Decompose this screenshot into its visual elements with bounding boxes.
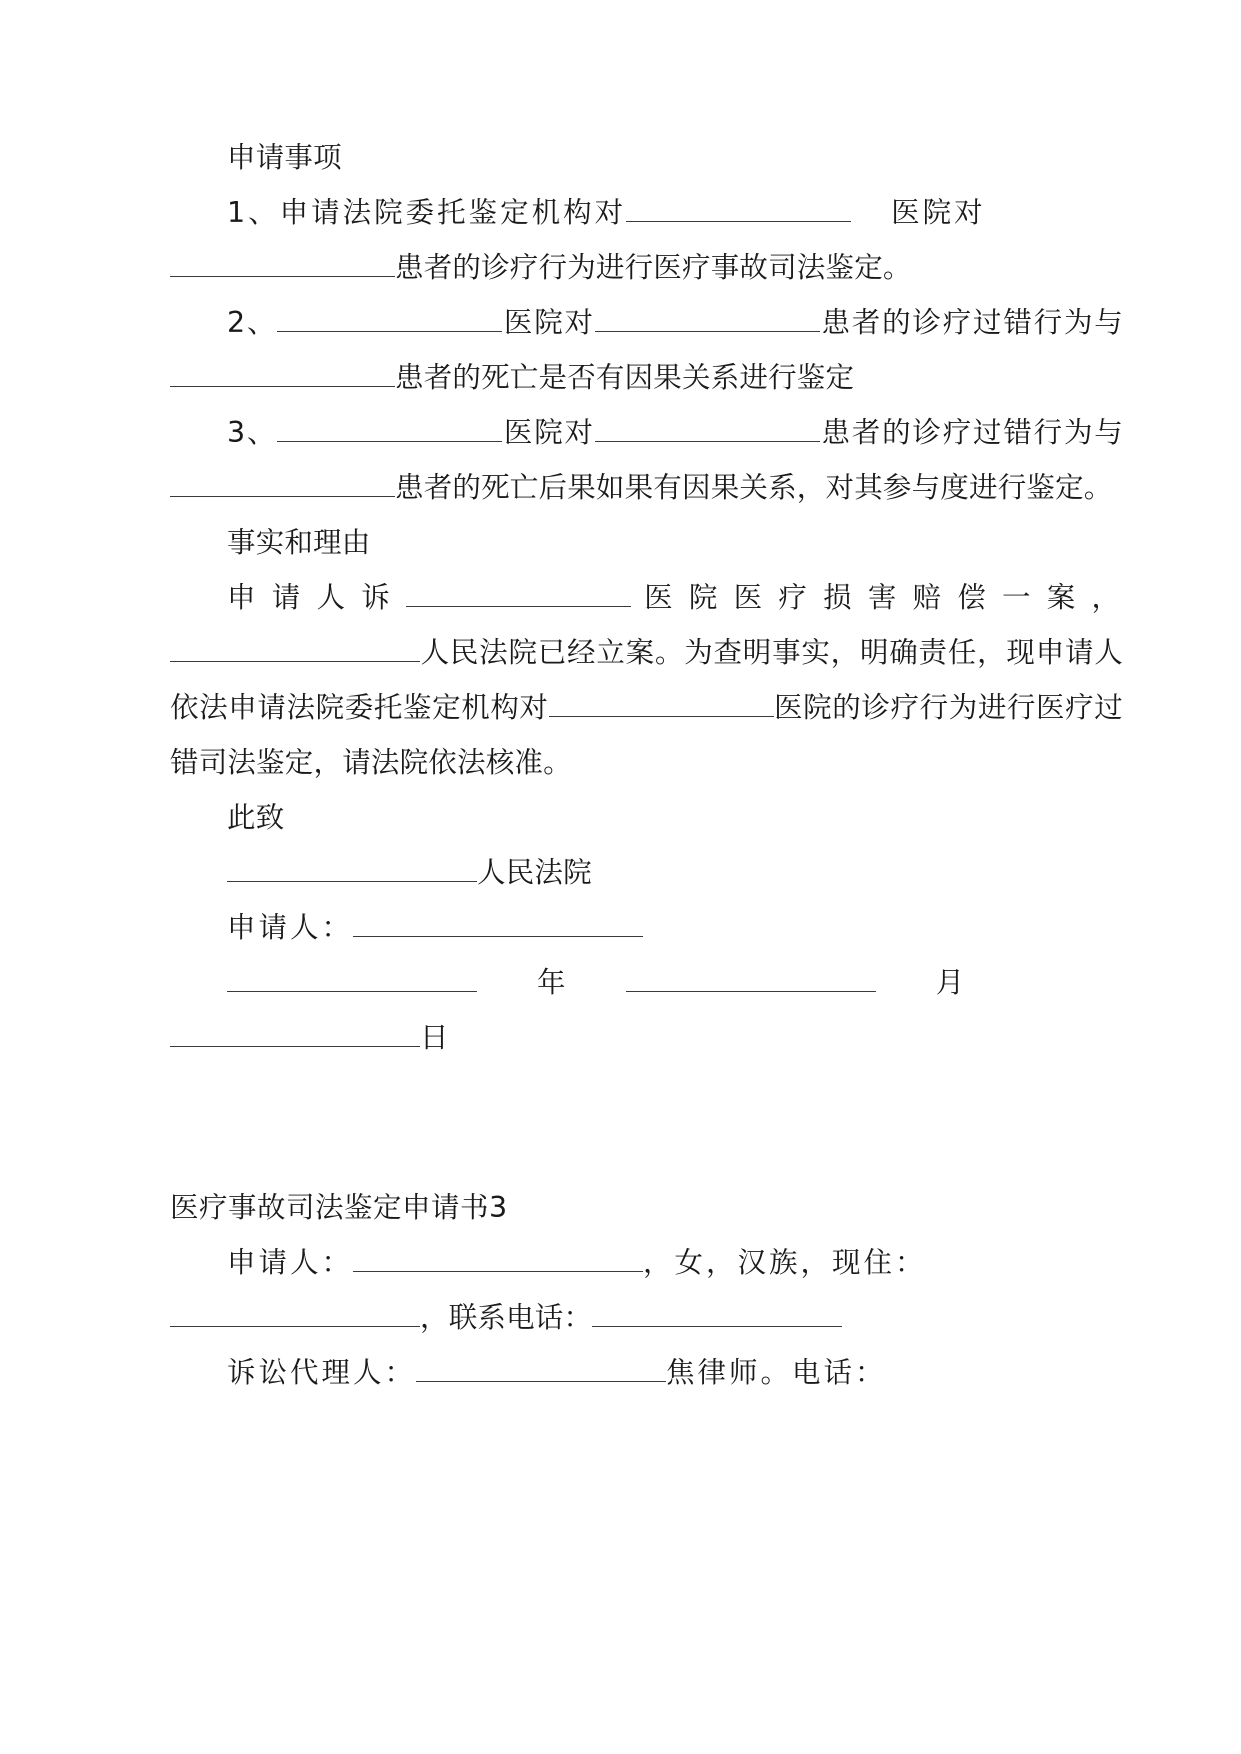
item3-text-part3: 患者的诊疗过错行为与 [819, 416, 1123, 449]
applicant-label: 申请人： [227, 911, 354, 944]
section3-agent-name: 焦律师。 [666, 1356, 793, 1389]
blank-field[interactable] [595, 301, 820, 332]
blank-field[interactable] [592, 1296, 842, 1327]
facts-text-part4: 医院的诊疗行为进行医疗过错司法鉴定，请法院依法核准。 [170, 691, 1123, 779]
blank-field[interactable] [170, 356, 395, 387]
item3-text-part2: 医院对 [502, 416, 595, 449]
item2-text-part4: 患者的死亡是否有因果关系进行鉴定 [395, 361, 855, 394]
section3-applicant-info: ，女，汉族，现住： [643, 1246, 927, 1279]
blank-field[interactable] [170, 246, 395, 277]
day-line [170, 1010, 1123, 1065]
applicant-signature-line [170, 900, 1123, 955]
blank-field[interactable] [277, 411, 502, 442]
blank-field[interactable] [170, 1296, 420, 1327]
blank-field[interactable] [549, 686, 774, 717]
court-line [170, 845, 1123, 900]
section-title-application-items: 申请事项 [227, 141, 342, 174]
blank-field[interactable] [626, 191, 851, 222]
section3-agent-line [170, 1345, 1123, 1400]
application-item-3 [170, 405, 1123, 515]
section3-applicant-label: 申请人： [227, 1246, 354, 1279]
application-item-1 [170, 185, 1123, 295]
item2-text-part3: 患者的诊疗过错行为与 [819, 306, 1123, 339]
document-body [170, 130, 1123, 1400]
blank-field[interactable] [353, 1241, 643, 1272]
section3-agent-phone-label: 电话： [792, 1356, 887, 1389]
blank-field[interactable] [595, 411, 820, 442]
blank-field[interactable] [277, 301, 502, 332]
court-suffix-label: 人民法院 [477, 856, 592, 889]
item2-text-part2: 医院对 [502, 306, 595, 339]
blank-field[interactable] [170, 631, 420, 662]
application-item-2 [170, 295, 1123, 405]
blank-field[interactable] [170, 466, 395, 497]
facts-text-part2: 医院医疗损害赔偿一案， [630, 581, 1123, 614]
blank-field[interactable] [227, 851, 477, 882]
item3-text-part1: 3、 [227, 416, 278, 449]
section3-agent-label: 诉讼代理人： [227, 1356, 417, 1389]
item1-text-part1: 1、申请法院委托鉴定机构对 [227, 196, 627, 229]
item1-text-part2: 医院对 [891, 196, 986, 229]
section-title-facts-reasons: 事实和理由 [227, 526, 371, 559]
blank-field-month[interactable] [626, 961, 876, 992]
blank-field[interactable] [406, 576, 631, 607]
blank-field-day[interactable] [170, 1016, 420, 1047]
facts-text-part3: 人民法院已经立案。为查明事实，明确责任，现申请人依法申请法院委托鉴定机构对 [170, 636, 1123, 724]
facts-text-part1: 申请人诉 [227, 581, 406, 614]
blank-field[interactable] [353, 906, 643, 937]
date-line [170, 955, 1123, 1010]
blank-field[interactable] [416, 1351, 666, 1382]
month-label: 月 [935, 966, 965, 999]
item1-text-part3: 患者的诊疗行为进行医疗事故司法鉴定。 [395, 251, 912, 284]
facts-reasons-paragraph [170, 570, 1123, 790]
section3-applicant-line [170, 1235, 1123, 1345]
section3-phone-label: ，联系电话： [420, 1301, 593, 1334]
closing-cizhi: 此致 [227, 801, 285, 834]
section3-title: 医疗事故司法鉴定申请书3 [170, 1191, 508, 1224]
day-label: 日 [420, 1021, 449, 1054]
blank-field-year[interactable] [227, 961, 477, 992]
item2-text-part1: 2、 [227, 306, 278, 339]
item3-text-part4: 患者的死亡后果如果有因果关系，对其参与度进行鉴定。 [395, 471, 1113, 504]
year-label: 年 [537, 966, 566, 999]
